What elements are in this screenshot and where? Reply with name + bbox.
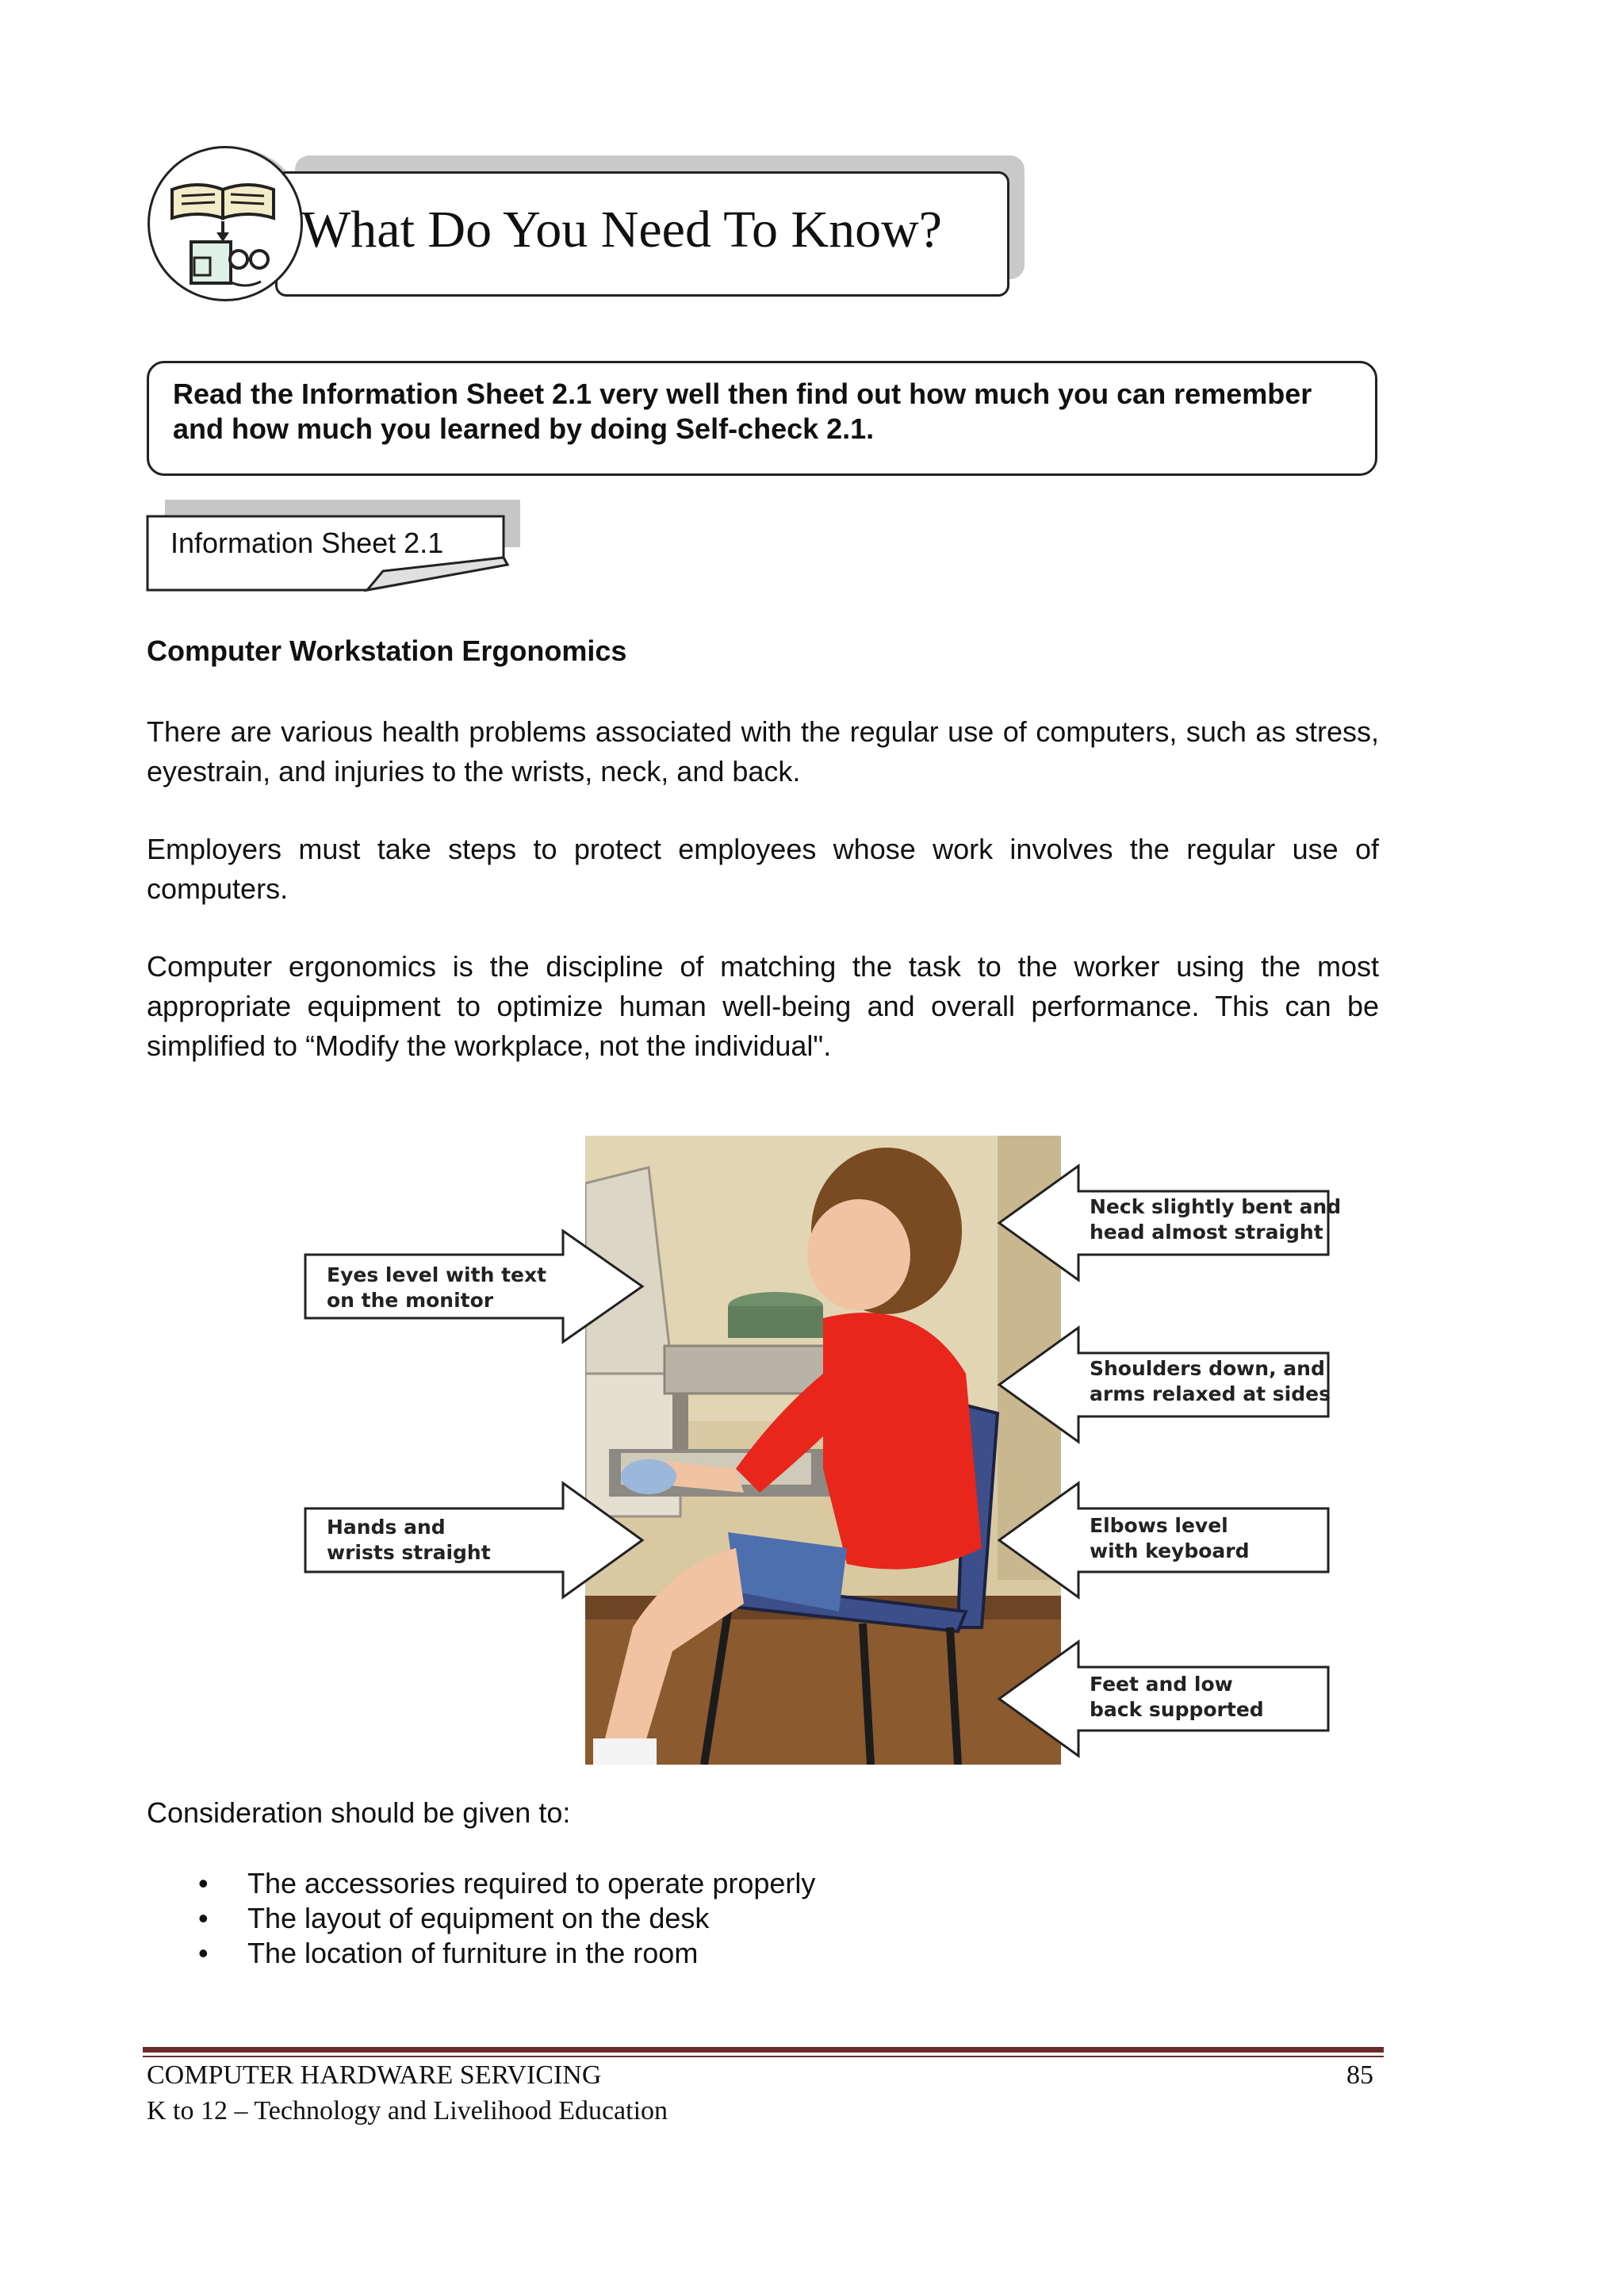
reading-person-icon xyxy=(150,148,301,299)
footer-program: K to 12 – Technology and Livelihood Education xyxy=(147,2096,668,2125)
page-number: 85 xyxy=(1346,2060,1373,2090)
eyes-callout-line-2: on the monitor xyxy=(327,1289,494,1312)
paragraph-2: Employers must take steps to protect employees whose work involves the regular use of computers. xyxy=(147,833,1379,905)
hands-callout-line-1: Hands and xyxy=(327,1516,446,1539)
footer-course-title: COMPUTER HARDWARE SERVICING xyxy=(147,2060,602,2090)
elbows-callout-line-2: with keyboard xyxy=(1090,1539,1250,1562)
feet-callout-line-2: back supported xyxy=(1090,1698,1264,1721)
list-item: • The location of furniture in the room xyxy=(190,1936,815,1971)
shoulders-callout-line-2: arms relaxed at sides xyxy=(1090,1382,1331,1405)
eyes-callout xyxy=(327,1263,546,1313)
shoulders-callout-line-1: Shoulders down, and xyxy=(1090,1357,1325,1380)
neck-callout-line-1: Neck slightly bent and xyxy=(1090,1195,1342,1218)
section-title: Computer Workstation Ergonomics xyxy=(147,634,627,667)
neck-callout-line-2: head almost straight xyxy=(1090,1221,1323,1244)
feet-callout-line-1: Feet and low xyxy=(1090,1673,1233,1696)
list-item: • The accessories required to operate properly xyxy=(190,1866,815,1901)
paragraph-3: Computer ergonomics is the discipline of matching the task to the worker using the most appropriate equipment to optimize human well-being and overall performance. This can be simplified to “Modify the workplace, not the individual". xyxy=(147,950,1379,1062)
neck-callout xyxy=(1090,1194,1341,1245)
consideration-intro: Consideration should be given to: xyxy=(147,1796,571,1829)
hands-callout-line-2: wrists straight xyxy=(327,1541,491,1564)
feet-callout xyxy=(1090,1672,1264,1723)
footer-rule-thick xyxy=(143,2047,1384,2053)
instruction-text: Read the Information Sheet 2.1 very well then find out how much you can remember and how much you learned by doing Self-check 2.1. xyxy=(173,378,1312,445)
eyes-callout-line-1: Eyes level with text xyxy=(327,1263,547,1286)
hands-callout xyxy=(327,1515,491,1566)
elbows-callout xyxy=(1090,1513,1250,1564)
elbows-callout-line-1: Elbows level xyxy=(1090,1514,1228,1537)
list-item: • The layout of equipment on the desk xyxy=(190,1901,815,1936)
shoulders-callout xyxy=(1090,1356,1331,1407)
consideration-list xyxy=(190,1866,815,1971)
footer-rule-thin xyxy=(143,2056,1384,2057)
page-title: What Do You Need To Know? xyxy=(301,201,943,259)
paragraph-1: There are various health problems associated with the regular use of computers, such as stress, eyestrain, and injuries to the wrists, neck, and back. xyxy=(147,715,1379,788)
info-sheet-label: Information Sheet 2.1 xyxy=(170,527,444,559)
header-icon-circle xyxy=(147,146,303,301)
